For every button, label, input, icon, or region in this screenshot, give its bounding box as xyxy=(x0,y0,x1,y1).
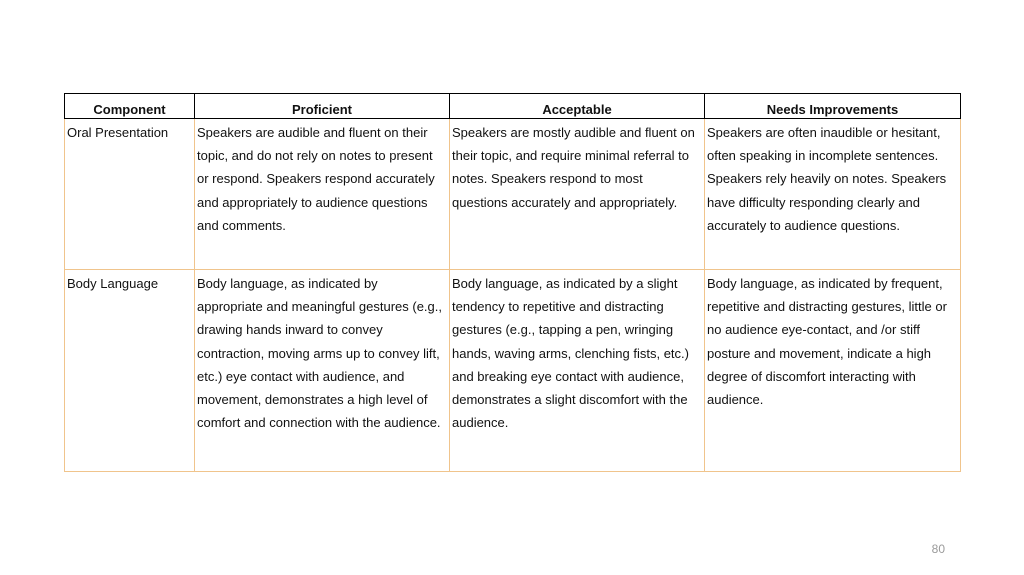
component-label: Body Language xyxy=(67,276,159,291)
needs-improvements-text: Body language, as indicated by frequent, repetitive and distracting gestures, little or no audience eye-contact, and /or stiff posture and movement, indicate a high degree of discomfort interacting with audience. xyxy=(707,276,947,408)
page-number: 80 xyxy=(931,542,945,556)
cell-acceptable xyxy=(450,119,705,270)
table-row xyxy=(65,270,961,472)
cell-component xyxy=(65,270,195,472)
cell-component xyxy=(65,119,195,270)
proficient-text: Speakers are audible and fluent on their topic, and do not rely on notes to present or respond. Speakers respond accurately and appropriately to audience questions and comments. xyxy=(197,125,435,233)
cell-acceptable xyxy=(450,270,705,472)
header-needs-improvements: Needs Improvements xyxy=(705,94,961,119)
cell-proficient xyxy=(195,270,450,472)
acceptable-text: Body language, as indicated by a slight tendency to repetitive and distracting gestures (e.g., tapping a pen, wringing hands, waving arms, clenching fists, etc.) and breaking eye contact with audience, demonstrates a slight discomfort with the audience. xyxy=(452,276,689,431)
header-row xyxy=(65,94,961,119)
cell-needs-improvements xyxy=(705,119,961,270)
cell-needs-improvements xyxy=(705,270,961,472)
needs-improvements-text: Speakers are often inaudible or hesitant, often speaking in incomplete sentences. Speakers rely heavily on notes. Speakers have difficulty responding clearly and accurately to audience questions. xyxy=(707,125,947,233)
rubric-table xyxy=(64,93,961,472)
component-label: Oral Presentation xyxy=(67,125,169,140)
header-component: Component xyxy=(65,94,195,119)
cell-proficient xyxy=(195,119,450,270)
proficient-text: Body language, as indicated by appropriate and meaningful gestures (e.g., drawing hands inward to convey contraction, moving arms up to convey lift, etc.) eye contact with audience, and movement, demonstrates a high level of comfort and connection with the audience. xyxy=(197,276,442,431)
table-row xyxy=(65,119,961,270)
acceptable-text: Speakers are mostly audible and fluent on their topic, and require minimal referral to notes. Speakers respond to most questions accurately and appropriately. xyxy=(452,125,695,210)
header-acceptable: Acceptable xyxy=(450,94,705,119)
header-proficient: Proficient xyxy=(195,94,450,119)
